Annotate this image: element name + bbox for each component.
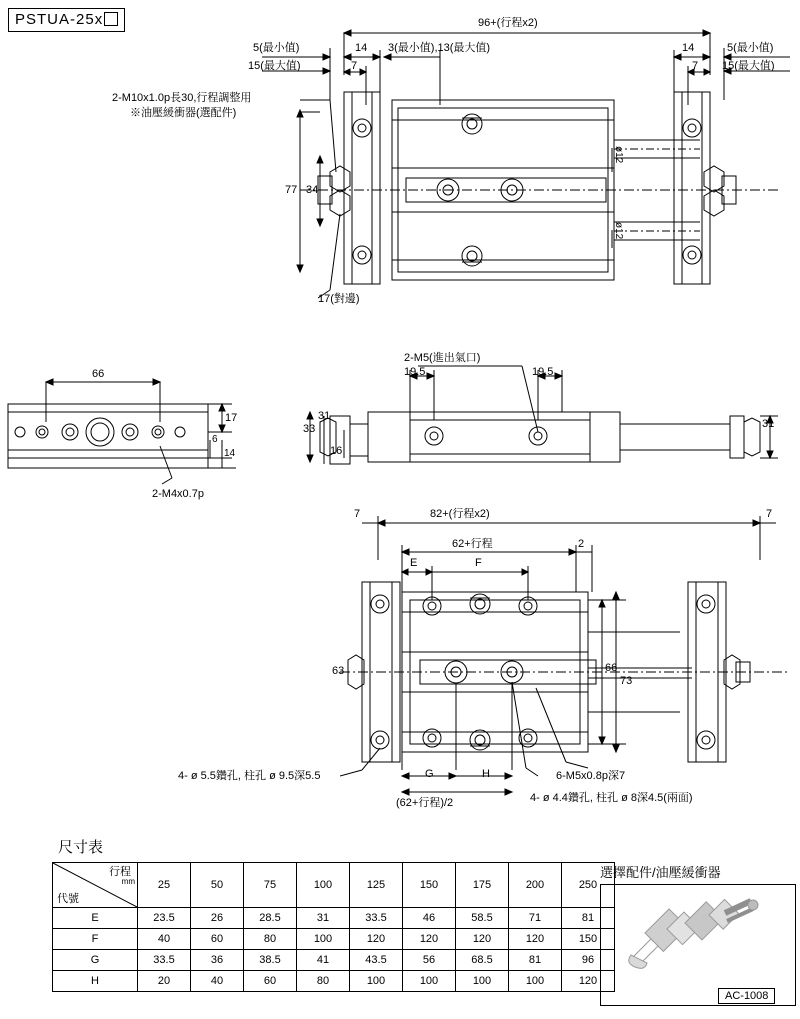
dim-bottom-left-7: 7 bbox=[354, 508, 361, 520]
dim-overall-bottom: 82+(行程x2) bbox=[430, 508, 490, 520]
table-cell: 20 bbox=[138, 971, 191, 992]
stroke-header-cell: 25 bbox=[138, 863, 191, 908]
model-title: PSTUA-25x bbox=[8, 8, 125, 32]
table-row bbox=[53, 908, 615, 929]
stroke-header-cell: 75 bbox=[244, 863, 297, 908]
stroke-header-cell: 100 bbox=[297, 863, 350, 908]
table-cell: 100 bbox=[456, 971, 509, 992]
dim-G: G bbox=[425, 768, 434, 780]
table-cell: 80 bbox=[244, 929, 297, 950]
dim-mid-3-13: 3(最小值),13(最大值) bbox=[388, 42, 491, 54]
table-row bbox=[53, 929, 615, 950]
note-air-port: 2-M5(進出氣口) bbox=[404, 352, 481, 364]
note-counterbore-4-4: 4- ø 4.4鑽孔, 柱孔 ø 8深4.5(兩面) bbox=[530, 792, 693, 804]
table-cell: 120 bbox=[350, 929, 403, 950]
note-across-flats: 17(對邊) bbox=[318, 293, 360, 305]
corner-unit-label: mm bbox=[121, 877, 135, 886]
table-cell: 46 bbox=[403, 908, 456, 929]
dim-H: H bbox=[482, 768, 490, 780]
table-cell: 81 bbox=[562, 908, 615, 929]
table-cell: 71 bbox=[509, 908, 562, 929]
table-cell: 80 bbox=[297, 971, 350, 992]
dim-right-14: 14 bbox=[682, 42, 695, 54]
table-cell: 40 bbox=[191, 971, 244, 992]
dim-16-front: 16 bbox=[330, 445, 343, 457]
table-cell: 120 bbox=[403, 929, 456, 950]
dim-left-min: 5(最小值) bbox=[253, 42, 300, 54]
table-cell: 33.5 bbox=[350, 908, 403, 929]
dim-overall-top: 96+(行程x2) bbox=[478, 17, 538, 29]
table-cell: 68.5 bbox=[456, 950, 509, 971]
row-code: G bbox=[53, 950, 138, 971]
dim-62-stroke: 62+行程 bbox=[452, 538, 493, 550]
dim-right-min: 5(最小值) bbox=[727, 42, 774, 54]
dim-E: E bbox=[410, 557, 418, 569]
stroke-header-cell: 150 bbox=[403, 863, 456, 908]
table-cell: 60 bbox=[244, 971, 297, 992]
stroke-header-cell: 200 bbox=[509, 863, 562, 908]
table-cell: 31 bbox=[297, 908, 350, 929]
row-code: H bbox=[53, 971, 138, 992]
note-m5-thread: 6-M5x0.8p深7 bbox=[556, 770, 626, 782]
dim-66-side: 66 bbox=[92, 368, 105, 380]
note-counterbore-5-5: 4- ø 5.5鑽孔, 柱孔 ø 9.5深5.5 bbox=[178, 770, 321, 782]
note-m4-thread: 2-M4x0.7p bbox=[152, 488, 204, 500]
table-cell: 43.5 bbox=[350, 950, 403, 971]
dim-half-stroke: (62+行程)/2 bbox=[396, 797, 454, 809]
dim-left-7: 7 bbox=[351, 60, 358, 72]
table-cell: 36 bbox=[191, 950, 244, 971]
note-shock-absorber: ※油壓緩衝器(選配件) bbox=[130, 107, 237, 119]
dim-2: 2 bbox=[578, 538, 585, 550]
dim-31-front-left: 31 bbox=[318, 410, 331, 422]
dim-34: 34 bbox=[306, 184, 319, 196]
dim-left-14: 14 bbox=[355, 42, 368, 54]
table-cell: 120 bbox=[509, 929, 562, 950]
table-corner-header bbox=[53, 863, 138, 908]
table-cell: 28.5 bbox=[244, 908, 297, 929]
stroke-header-cell: 50 bbox=[191, 863, 244, 908]
dim-right-7: 7 bbox=[692, 60, 699, 72]
shock-absorber-illustration bbox=[601, 885, 795, 1005]
dimension-table-title: 尺寸表 bbox=[58, 839, 104, 856]
table-cell: 150 bbox=[562, 929, 615, 950]
table-cell: 120 bbox=[562, 971, 615, 992]
dim-right-max: 15(最大值) bbox=[722, 60, 775, 72]
table-cell: 58.5 bbox=[456, 908, 509, 929]
stroke-header-cell: 175 bbox=[456, 863, 509, 908]
dim-bottom-right-7: 7 bbox=[766, 508, 773, 520]
table-cell: 33.5 bbox=[138, 950, 191, 971]
table-row bbox=[53, 971, 615, 992]
table-cell: 40 bbox=[138, 929, 191, 950]
dim-19-5-right: 19.5 bbox=[532, 366, 554, 378]
corner-code-label: 代號 bbox=[57, 893, 79, 905]
side-view-drawing bbox=[0, 360, 260, 490]
dim-left-max: 15(最大值) bbox=[248, 60, 301, 72]
table-cell: 60 bbox=[191, 929, 244, 950]
dim-63: 63 bbox=[332, 665, 345, 677]
table-cell: 100 bbox=[509, 971, 562, 992]
dim-d12-lower: ø12 bbox=[613, 222, 624, 240]
dim-77: 77 bbox=[285, 184, 298, 196]
table-cell: 100 bbox=[297, 929, 350, 950]
dim-F: F bbox=[475, 557, 482, 569]
dim-19-5-left: 19.5 bbox=[404, 366, 426, 378]
table-cell: 38.5 bbox=[244, 950, 297, 971]
dim-6-side: 6 bbox=[212, 434, 218, 445]
table-cell: 100 bbox=[350, 971, 403, 992]
stroke-header-cell: 125 bbox=[350, 863, 403, 908]
row-code: E bbox=[53, 908, 138, 929]
table-cell: 26 bbox=[191, 908, 244, 929]
dim-14-side: 14 bbox=[224, 448, 236, 459]
dim-66: 66 bbox=[605, 662, 618, 674]
dim-d12-upper: ø12 bbox=[613, 146, 624, 164]
dim-73: 73 bbox=[620, 675, 633, 687]
dim-17-side: 17 bbox=[225, 412, 238, 424]
table-cell: 120 bbox=[456, 929, 509, 950]
table-cell: 56 bbox=[403, 950, 456, 971]
dimension-table bbox=[52, 862, 615, 992]
option-code: AC-1008 bbox=[718, 988, 775, 1004]
row-code: F bbox=[53, 929, 138, 950]
table-cell: 100 bbox=[403, 971, 456, 992]
bottom-view-drawing bbox=[340, 500, 800, 810]
table-cell: 96 bbox=[562, 950, 615, 971]
note-stroke-adjust: 2-M10x1.0p長30,行程調整用 bbox=[112, 92, 252, 104]
option-title: 選擇配件/油壓緩衝器 bbox=[600, 865, 721, 880]
dim-33-front: 33 bbox=[303, 423, 316, 435]
stroke-header-cell: 250 bbox=[562, 863, 615, 908]
table-cell: 81 bbox=[509, 950, 562, 971]
corner-stroke-label: 行程 bbox=[109, 866, 131, 878]
dim-31-front-right: 31 bbox=[762, 418, 775, 430]
table-cell: 41 bbox=[297, 950, 350, 971]
table-cell: 23.5 bbox=[138, 908, 191, 929]
table-row bbox=[53, 950, 615, 971]
